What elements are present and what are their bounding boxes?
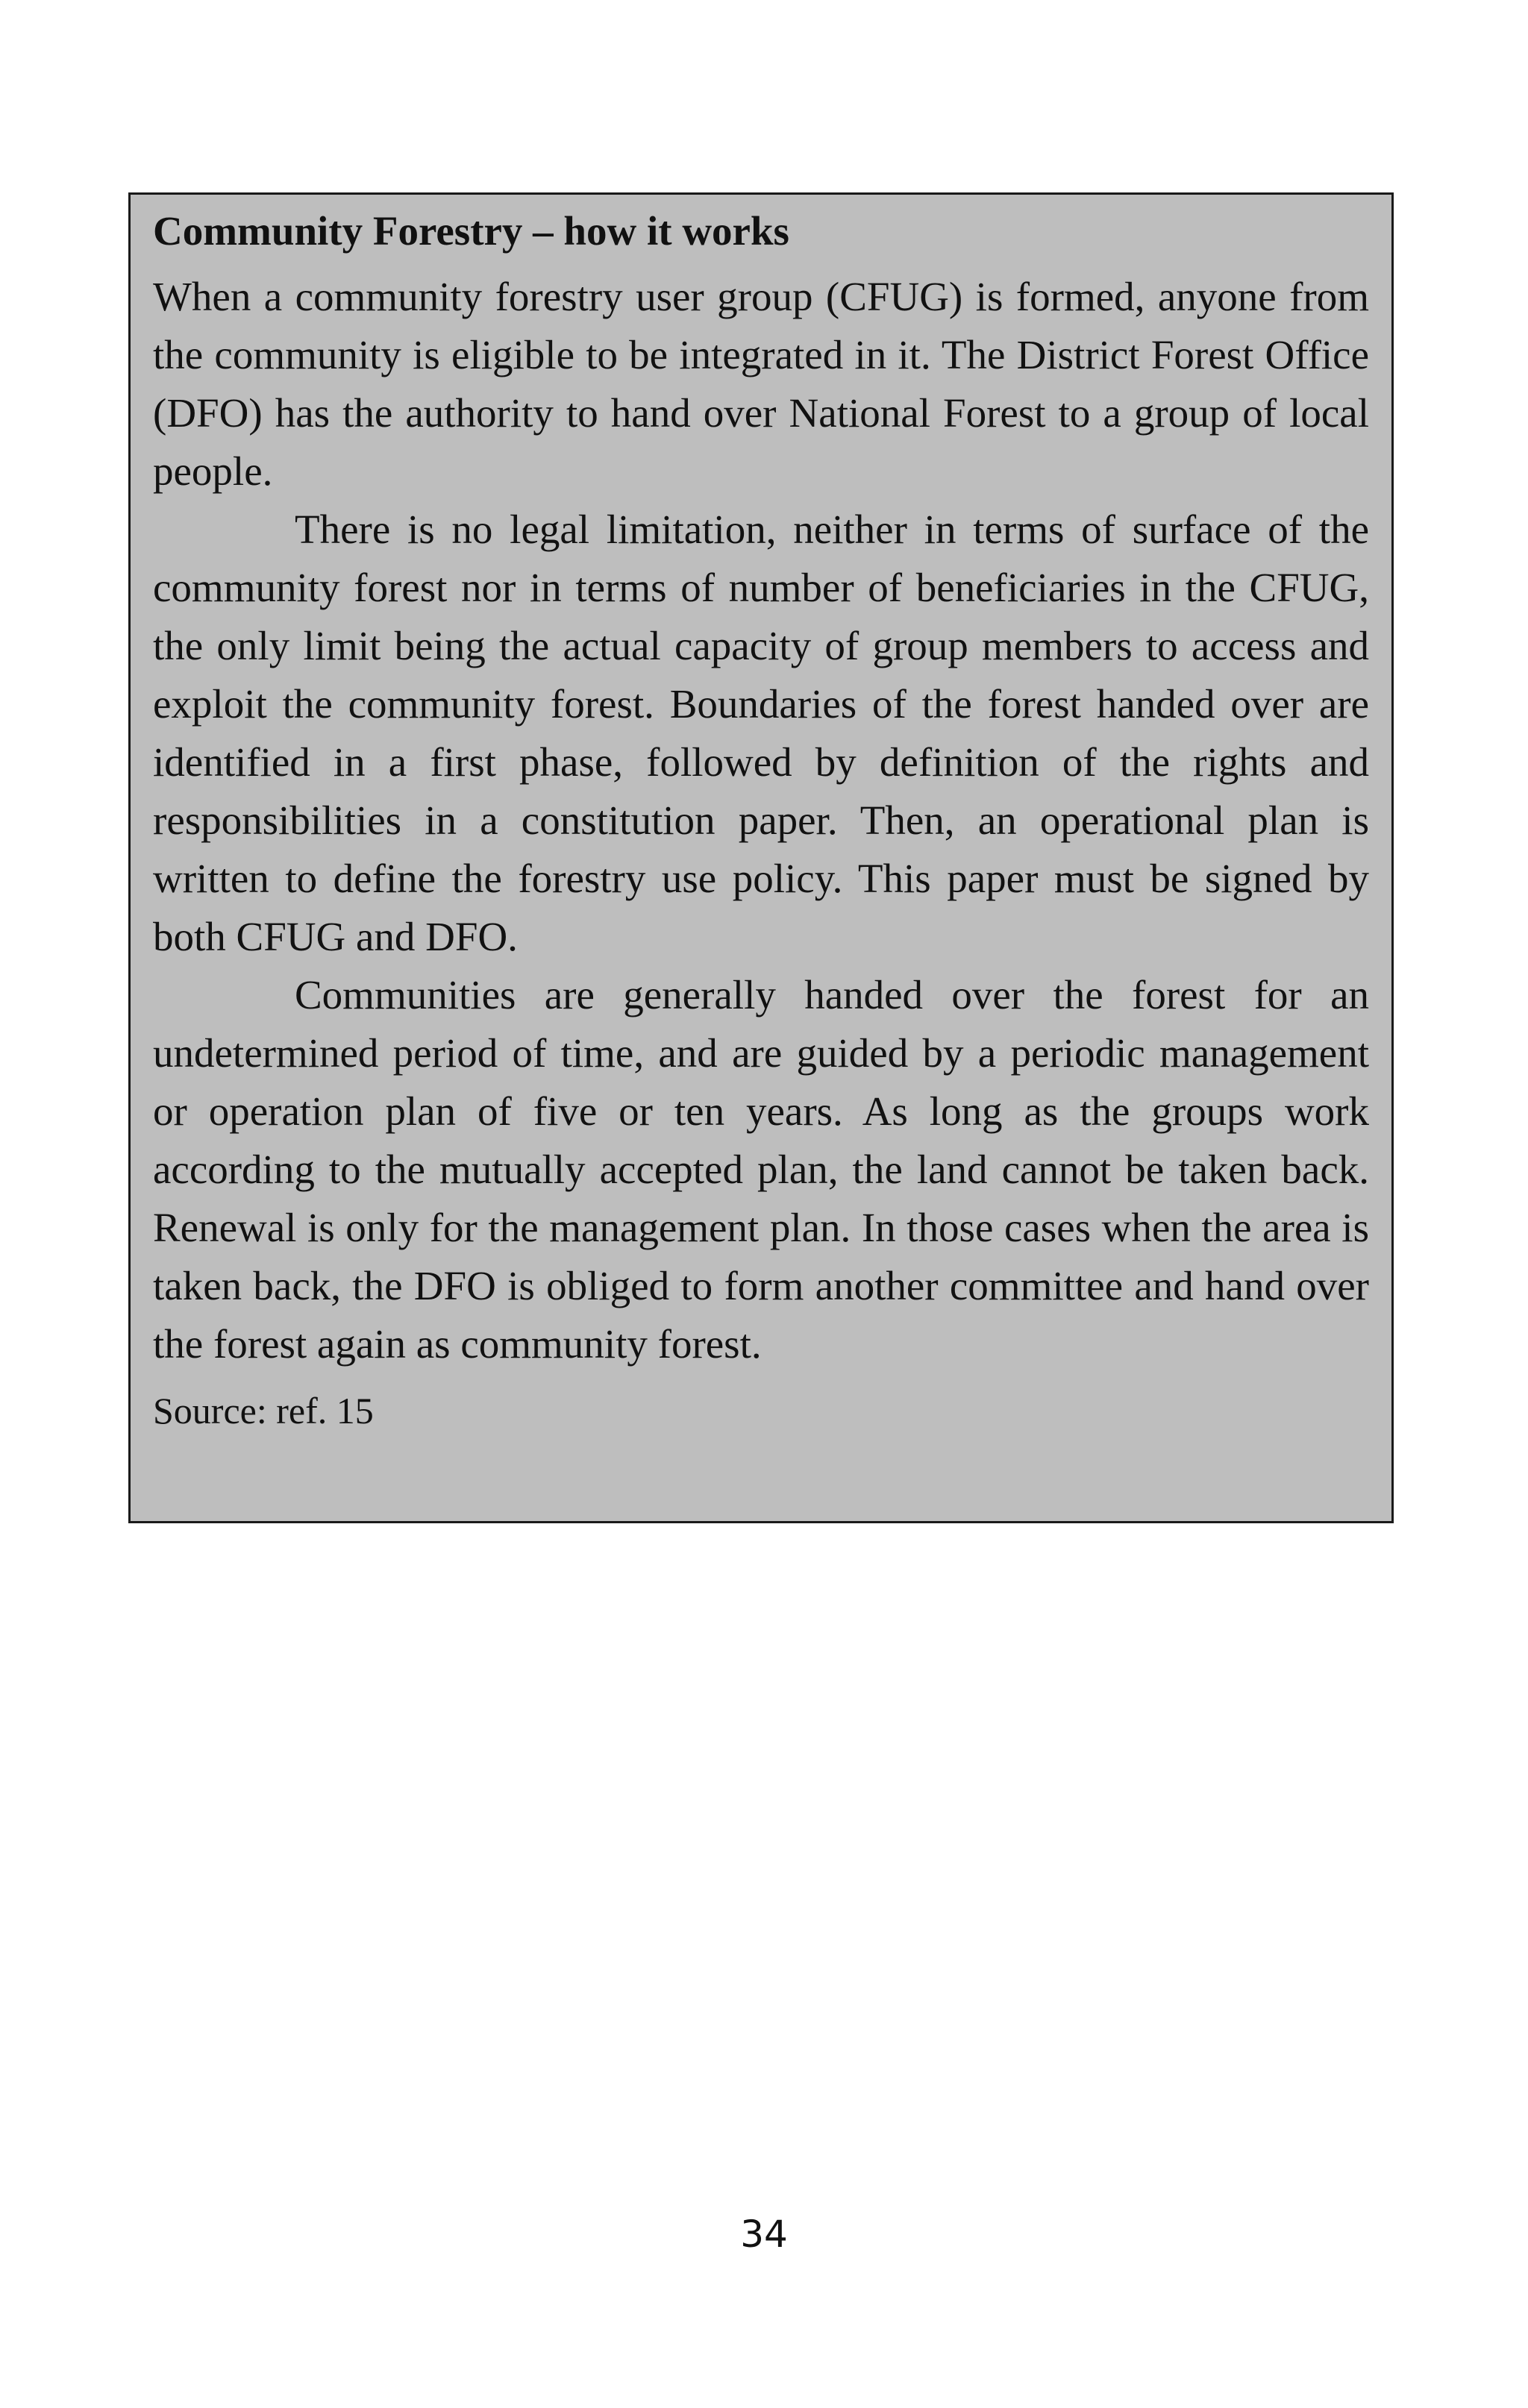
page-number: 34 — [740, 2213, 788, 2256]
community-forestry-box — [128, 192, 1394, 1523]
paragraph-handover-period: Communities are generally handed over the forest for an undetermined period of time, and are guided by a periodic management or operation plan of five or ten years. As long as the groups work according to the mutually accepted plan, the land cannot be taken back. Renewal is only for the management plan. In those cases when the area is taken back, the DFO is obliged to form another committee and hand over the forest again as community forest. — [153, 972, 1369, 1367]
source-citation: Source: ref. 15 — [153, 1390, 374, 1432]
box-title: Community Forestry – how it works — [153, 208, 789, 254]
paragraph-legal-limitation: There is no legal limitation, neither in terms of surface of the community forest nor in terms of number of beneficiaries in the CFUG, the only limit being the actual capacity of group members to access and exploit the community forest. Boundaries of the forest handed over are identified in a first phase, followed by definition of the rights and responsibilities in a constitution paper. Then, an operational plan is written to define the forestry use policy. This paper must be signed by both CFUG and DFO. — [153, 507, 1369, 959]
paragraph-cfug-formation: When a community forestry user group (CFUG) is formed, anyone from the community is eligible to be integrated in it. The District Forest Office (DFO) has the authority to hand over National Forest to a group of local people. — [153, 274, 1369, 494]
